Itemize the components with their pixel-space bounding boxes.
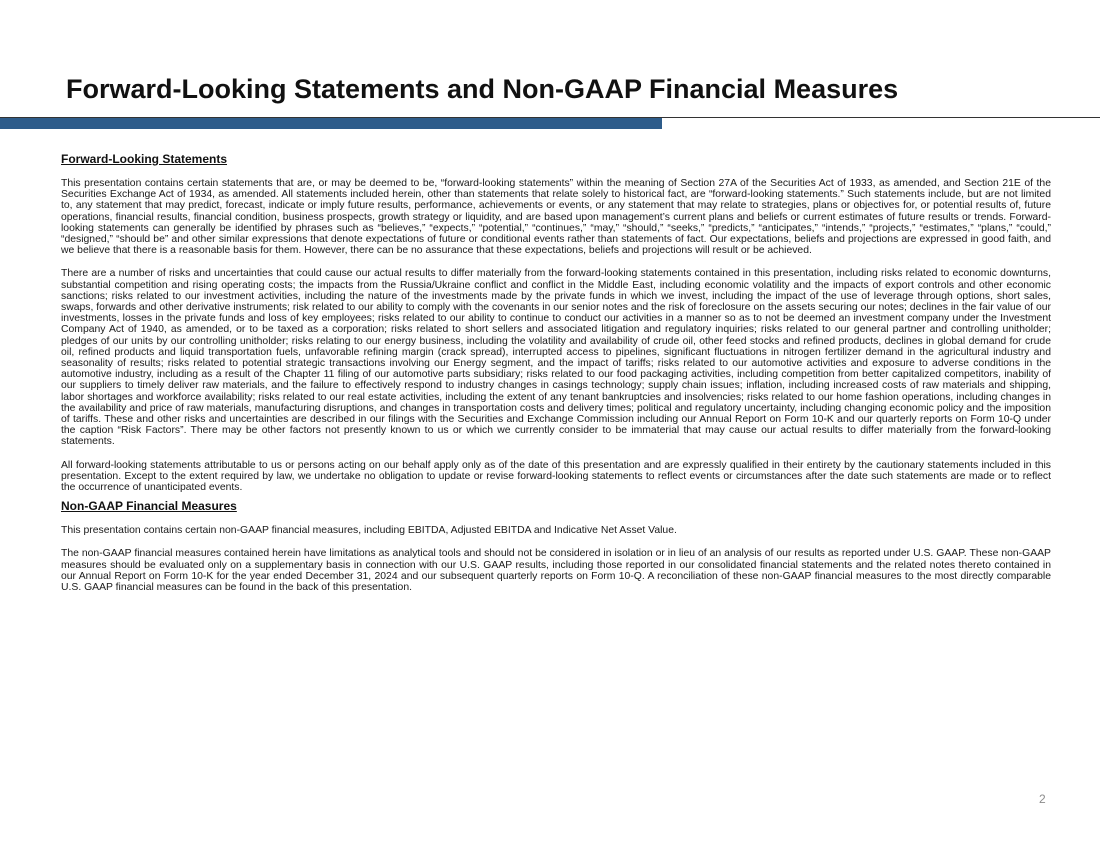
forward-looking-section <box>61 152 1051 493</box>
forward-looking-paragraph-3: All forward-looking statements attributable to us or persons acting on our behalf apply only as of the date of this presentation and are expressly qualified in their entirety by the cautionary statements included in this presentation. Except to the extent required by law, we undertake no obligation to update or revise forward-looking statements to reflect events or circumstances after the date such statements are made or to reflect the occurrence of unanticipated events. <box>61 459 1051 494</box>
non-gaap-paragraph-2: The non-GAAP financial measures contained herein have limitations as analytical tools and should not be considered in isolation or in lieu of an analysis of our results as reported under U.S. GAAP. These non-GAAP measures should be evaluated only on a supplementary basis in connection with our U.S. GAAP results, including those reported in our consolidated financial statements and the related notes thereto contained in our Annual Report on Form 10-K for the year ended December 31, 2024 and our subsequent quarterly reports on Form 10-Q. A reconciliation of these non-GAAP financial measures to the most directly comparable U.S. GAAP financial measures can be found in the back of this presentation. <box>61 548 1051 594</box>
non-gaap-paragraph-1: This presentation contains certain non-GAAP financial measures, including EBITDA, Adjusted EBITDA and Indicative Net Asset Value. <box>61 525 677 537</box>
non-gaap-heading: Non-GAAP Financial Measures <box>61 499 237 514</box>
forward-looking-heading: Forward-Looking Statements <box>61 152 228 166</box>
page-title: Forward-Looking Statements and Non-GAAP Financial Measures <box>66 74 899 104</box>
title-accent-bar <box>0 117 662 129</box>
forward-looking-paragraph-1: This presentation contains certain statements that are, or may be deemed to be, “forward-looking statements” within the meaning of Section 27A of the Securities Act of 1933, as amended, and Section 21E of the Securities Exchange Act of 1934, as amended. All statements included herein, other than statements that relate solely to historical fact, are “forward-looking statements.” Such statements include, but are not limited to, any statement that may predict, forecast, indicate or imply future results, performance, achievements or events, or any statement that may relate to strategies, plans or objectives for, or potential results of, future operations, financial results, financial condition, business prospects, growth strategy or liquidity, and are based upon management’s current plans and beliefs or current estimates of future results or trends. Forward-looking statements can generally be identified by phrases such as “believes,” “expects,” “potential,” “continues,” “may,” “should,” “seeks,” “predicts,” “anticipates,” “intends,” “projects,” “estimates,” “plans,” “could,” “designed,” “should be” and other similar expressions that denote expectations of future or conditional events rather than statements of fact. Our expectations, beliefs and projections are expressed in good faith, and we believe that there is a reasonable basis for them. However, there can be no assurance that these expectations, beliefs and projections will result or be achieved. <box>61 178 1051 257</box>
slide-body <box>61 152 1051 605</box>
title-divider <box>0 117 1100 118</box>
forward-looking-paragraph-2: There are a number of risks and uncertainties that could cause our actual results to differ materially from the forward-looking statements contained in this presentation, including risks related to economic downturns, substantial competition and rising operating costs; the impacts from the Russia/Ukraine conflict and conflict in the Middle East, including economic volatility and the impacts of export controls and other economic sanctions; risks related to our investment activities, including the nature of the investments made by the private funds in which we invest, including the impact of the use of leverage through options, short sales, swaps, forwards and other derivative instruments; risk related to our ability to comply with the covenants in our senior notes and the risk of foreclosure on the assets securing our notes; declines in the fair value of our investments, losses in the private funds and loss of key employees; risks related to our ability to continue to conduct our activities in a manner so as to not be deemed an investment company under the Investment Company Act of 1940, as amended, or to be taxed as a corporation; risks related to short sellers and associated litigation and regulatory inquiries; risks related to our general partner and controlling unitholder; pledges of our units by our controlling unitholder; risks relating to our energy business, including the volatility and availability of crude oil, other feed stocks and refined products, declines in global demand for crude oil, refined products and liquid transportation fuels, unfavorable refining margin (crack spread), interrupted access to pipelines, significant fluctuations in nitrogen fertilizer demand in the agricultural industry and seasonality of results; risks related to potential strategic transactions involving our Energy segment, and the impact of tariffs; risks related to our automotive activities and exposure to adverse conditions in the automotive industry, including as a result of the Chapter 11 filing of our automotive parts subsidiary; risks related to our food packaging activities, including competition from better capitalized competitors, inability of our suppliers to timely deliver raw materials, and the failure to effectively respond to industry changes in casings technology; supply chain issues; inflation, including increased costs of raw materials and shipping, labor shortages and workforce availability; risks related to our real estate activities, including the extent of any tenant bankruptcies and insolvencies; risks related to our home fashion operations, including changes in the availability and price of raw materials, manufacturing disruptions, and changes in transportation costs and delivery times; political and regulatory uncertainty, including changing economic policy and the imposition of tariffs. These and other risks and uncertainties are described in our filings with the Securities and Exchange Commission including our Annual Report on Form 10-K and our quarterly reports on Form 10-Q under the caption “Risk Factors”. There may be other factors not presently known to us or which we currently consider to be immaterial that may cause our actual results to differ materially from the forward-looking statements. <box>61 268 1051 448</box>
non-gaap-section <box>61 499 1051 593</box>
page-number: 2 <box>1039 792 1046 806</box>
